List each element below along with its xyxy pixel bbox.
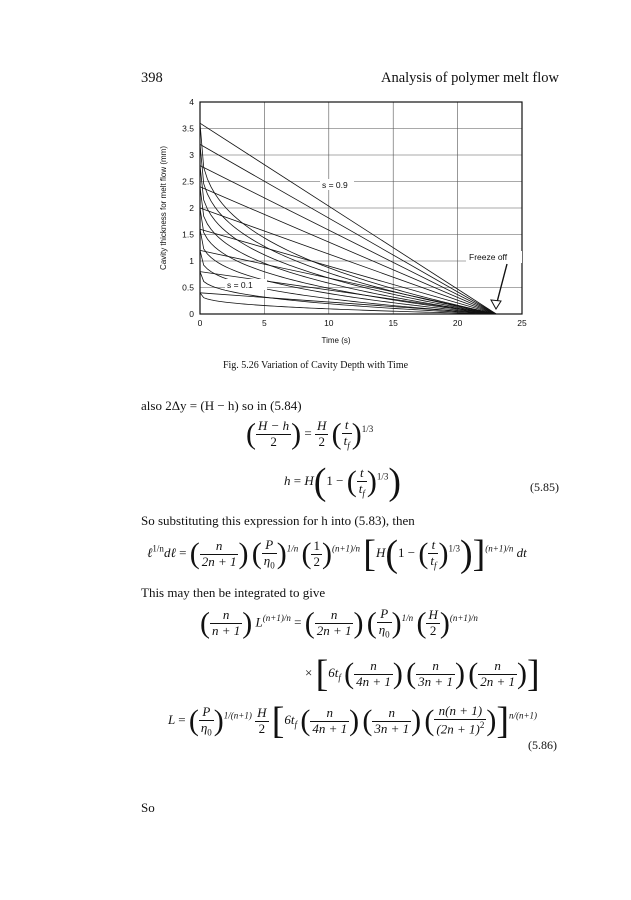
- annotation-s-bottom: s = 0.1: [227, 280, 253, 290]
- y-tick-label: 3.5: [182, 123, 194, 134]
- figure-caption: Fig. 5.26 Variation of Cavity Depth with Time: [222, 360, 409, 371]
- text-line-1: also 2Δy = (H − h) so in (5.84): [141, 398, 302, 413]
- x-tick-label: 10: [324, 318, 334, 328]
- x-axis-label: Time (s): [321, 336, 351, 345]
- x-tick-label: 5: [262, 318, 267, 328]
- equation-5-86: L = ( $\frac{P}{\eta_0}$ )$^{1/(n+1)}$ $\frac{H}{2}$ [$6t_f$ ( $\frac{n}{4n + 1}$ ) ( $\frac{n}{3n + 1}$ ) ( $\frac{n(n + 1)}{(2n + 1)^2}$ )]$^{n/(n+1)}$: [168, 700, 538, 742]
- equation-integrated-2: × [$6t_f$ ( $\frac{n}{4n + 1}$ ) ( $\frac{n}{3n + 1}$ ) ( $\frac{n}{2n + 1}$ )]: [305, 653, 540, 695]
- y-ticks: [182, 97, 194, 319]
- x-ticks: [198, 318, 527, 328]
- x-tick-label: 25: [517, 318, 527, 328]
- text-line-2: So substituting this expression for h into (5.83), then: [141, 513, 415, 528]
- freeze-arrow-head: [491, 300, 501, 309]
- equation-integrated-1: ( $\frac{n}{n + 1}$ ) $L^{(n+1)/n}$ = ( $\frac{n}{2n + 1}$ ) ( $\frac{P}{\eta_0}$ )$^{1/n}$ ( $\frac{H}{2}$ )$^{(n+1)/n}$: [200, 606, 478, 640]
- text-line-3: This may then be integrated to give: [141, 585, 326, 600]
- freeze-arrow: [496, 264, 507, 306]
- equation-cubic-relation: ( $\frac{H - h}{2}$ ) = $\frac{H}{2}$ ( $\frac{t}{t_f}$ )$^{1/3}$: [246, 417, 374, 451]
- annotation-s-top: s = 0.9: [322, 180, 348, 190]
- equation-number-5-86: (5.86): [528, 738, 557, 752]
- y-tick-label: 0.5: [182, 282, 194, 293]
- y-tick-label: 2: [189, 203, 194, 213]
- y-tick-label: 2.5: [182, 176, 194, 187]
- y-tick-label: 1: [189, 256, 194, 266]
- running-head: Analysis of polymer melt flow: [380, 70, 559, 86]
- series-boundary-line: [200, 187, 496, 314]
- so-label: So: [141, 800, 155, 815]
- equation-substitution: ℓ$^{1/n}$dℓ = ( $\frac{n}{2n + 1}$ ) ( $\frac{P}{\eta_0}$ )$^{1/n}$ ( $\frac{1}{2}$ )$^{(n+1)/n}$ [H(1 − ( $\frac{t}{t_f}$ )$^{1/3}$)]$^{(n+1)/n}$ dt: [147, 533, 527, 575]
- cavity-depth-chart: [130, 95, 540, 353]
- y-tick-label: 3: [189, 150, 194, 160]
- equation-5-85: h = H(1 − ( $\frac{t}{t_f}$ )$^{1/3}$): [284, 461, 402, 503]
- y-tick-label: 0: [189, 309, 194, 319]
- y-tick-label: 4: [189, 97, 194, 107]
- chart-svg: [130, 95, 540, 353]
- x-tick-label: 15: [388, 318, 398, 328]
- equation-number-5-85: (5.85): [530, 480, 559, 494]
- y-tick-label: 1.5: [182, 229, 194, 240]
- y-axis-label: Cavity thickness for melt flow (mm): [159, 145, 168, 271]
- page-number: 398: [141, 70, 163, 86]
- x-tick-label: 20: [452, 318, 463, 328]
- x-tick-label: 0: [197, 318, 203, 328]
- annotation-freeze: Freeze off: [469, 252, 508, 262]
